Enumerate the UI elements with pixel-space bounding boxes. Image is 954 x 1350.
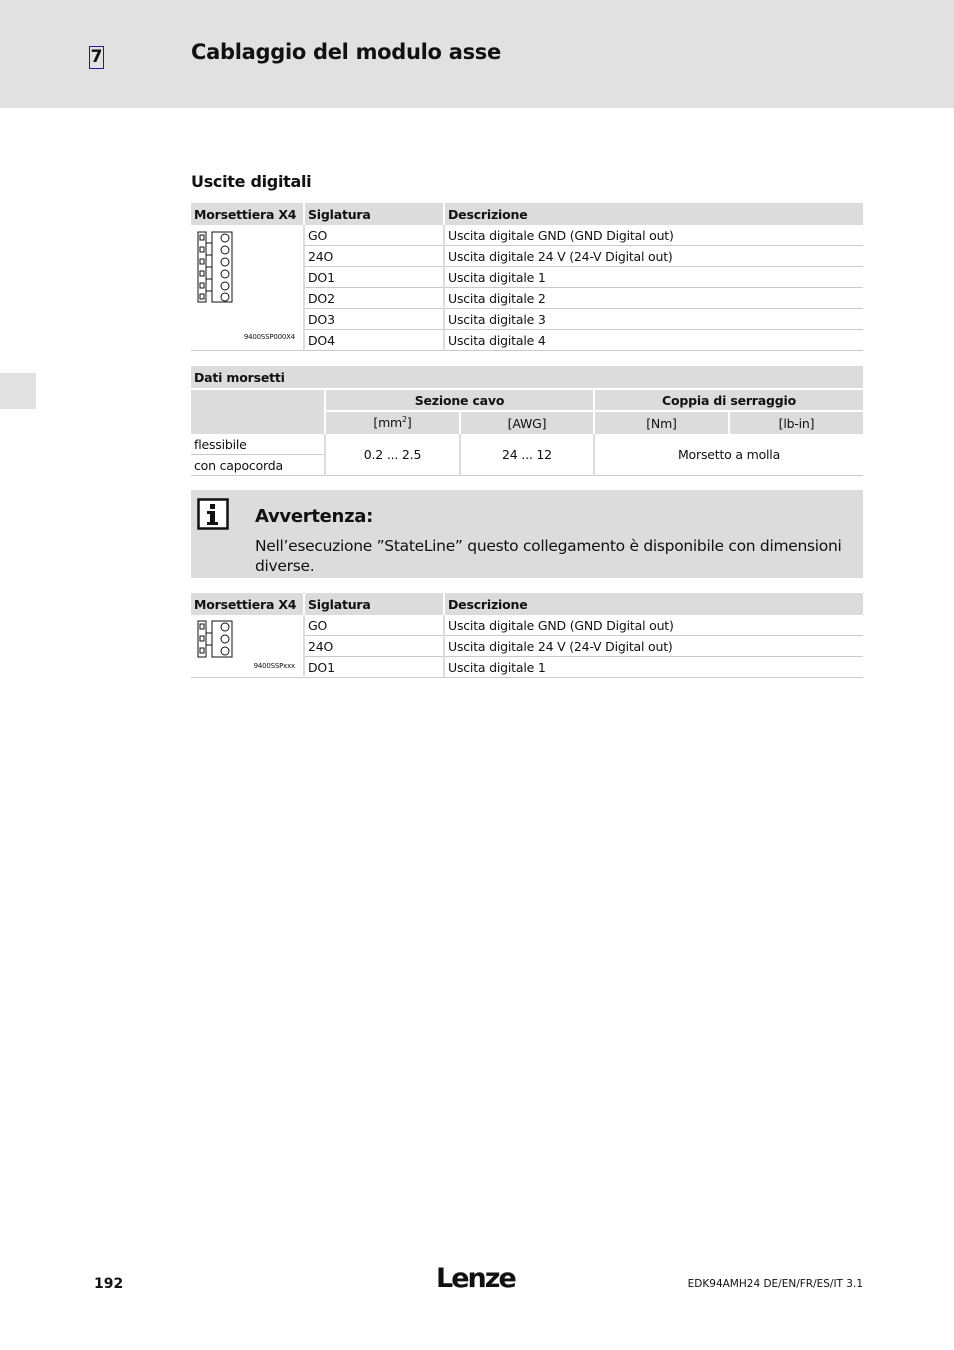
col-header-code: Siglatura <box>304 593 444 615</box>
side-tab-marker <box>0 373 36 409</box>
value-mm2: 0.2 ... 2.5 <box>325 434 460 476</box>
unit-nm: [Nm] <box>594 411 729 434</box>
terminal-data-table <box>191 366 863 476</box>
value-awg: 24 ... 12 <box>460 434 594 476</box>
chapter-title: Cablaggio del modulo asse <box>191 40 501 64</box>
table-cell-description: Uscita digitale 1 <box>444 267 863 288</box>
image-caption: 9400SSPxxx <box>253 662 295 670</box>
document-id: EDK94AMH24 DE/EN/FR/ES/IT 3.1 <box>687 1278 863 1290</box>
row-label-ferrule: con capocorda <box>191 455 325 476</box>
note-text: Nell’esecuzione ”StateLine” questo collegamento è disponibile con dimensioni diverse. <box>255 537 842 575</box>
info-icon <box>197 498 229 530</box>
col-header-terminal: Morsettiera X4 <box>191 203 304 225</box>
table-cell-description: Uscita digitale 24 V (24-V Digital out) <box>444 636 863 657</box>
table-cell-description: Uscita digitale GND (GND Digital out) <box>444 225 863 246</box>
terminal-table-x4 <box>191 203 863 351</box>
table-cell-code: DO2 <box>304 288 444 309</box>
row-label-flexible: flessibile <box>191 434 325 455</box>
table-cell-code: 24O <box>304 246 444 267</box>
table-cell-code: DO3 <box>304 309 444 330</box>
table-cell-description: Uscita digitale 4 <box>444 330 863 351</box>
table-cell-code: DO1 <box>304 267 444 288</box>
note-box <box>191 490 863 578</box>
table-cell-description: Uscita digitale 3 <box>444 309 863 330</box>
col-group-wire-section: Sezione cavo <box>325 389 594 411</box>
table-cell-description: Uscita digitale GND (GND Digital out) <box>444 615 863 636</box>
table-cell-code: GO <box>304 615 444 636</box>
terminal-block-3pin-icon <box>197 620 237 660</box>
terminal-image-cell <box>191 225 304 351</box>
image-caption: 9400SSP000X4 <box>243 333 295 341</box>
table-cell-code: DO1 <box>304 657 444 678</box>
col-header-code: Siglatura <box>304 203 444 225</box>
terminal-data-title: Dati morsetti <box>191 366 863 389</box>
table-cell-description: Uscita digitale 1 <box>444 657 863 678</box>
terminal-table-x4-stateline <box>191 593 863 678</box>
table-cell-description: Uscita digitale 2 <box>444 288 863 309</box>
page-header <box>0 0 954 108</box>
chapter-number: 7 <box>90 47 103 67</box>
col-header-terminal: Morsettiera X4 <box>191 593 304 615</box>
unit-awg: [AWG] <box>460 411 594 434</box>
unit-lbin: [lb-in] <box>729 411 863 434</box>
table-cell-code: DO4 <box>304 330 444 351</box>
col-header-description: Descrizione <box>444 203 863 225</box>
unit-mm2: $[mm^2]$ <box>325 411 460 434</box>
table-cell-description: Uscita digitale 24 V (24-V Digital out) <box>444 246 863 267</box>
value-torque: Morsetto a molla <box>594 434 863 476</box>
terminal-image-cell <box>191 615 304 678</box>
empty-header-cell <box>191 389 325 434</box>
terminal-block-6pin-icon <box>197 231 237 305</box>
note-title: Avvertenza: <box>255 506 373 527</box>
table-cell-code: 24O <box>304 636 444 657</box>
col-header-description: Descrizione <box>444 593 863 615</box>
page-number: 192 <box>94 1276 124 1292</box>
lenze-logo: Lenze <box>436 1263 515 1294</box>
table-cell-code: GO <box>304 225 444 246</box>
section-title: Uscite digitali <box>191 172 312 191</box>
col-group-torque: Coppia di serraggio <box>594 389 863 411</box>
